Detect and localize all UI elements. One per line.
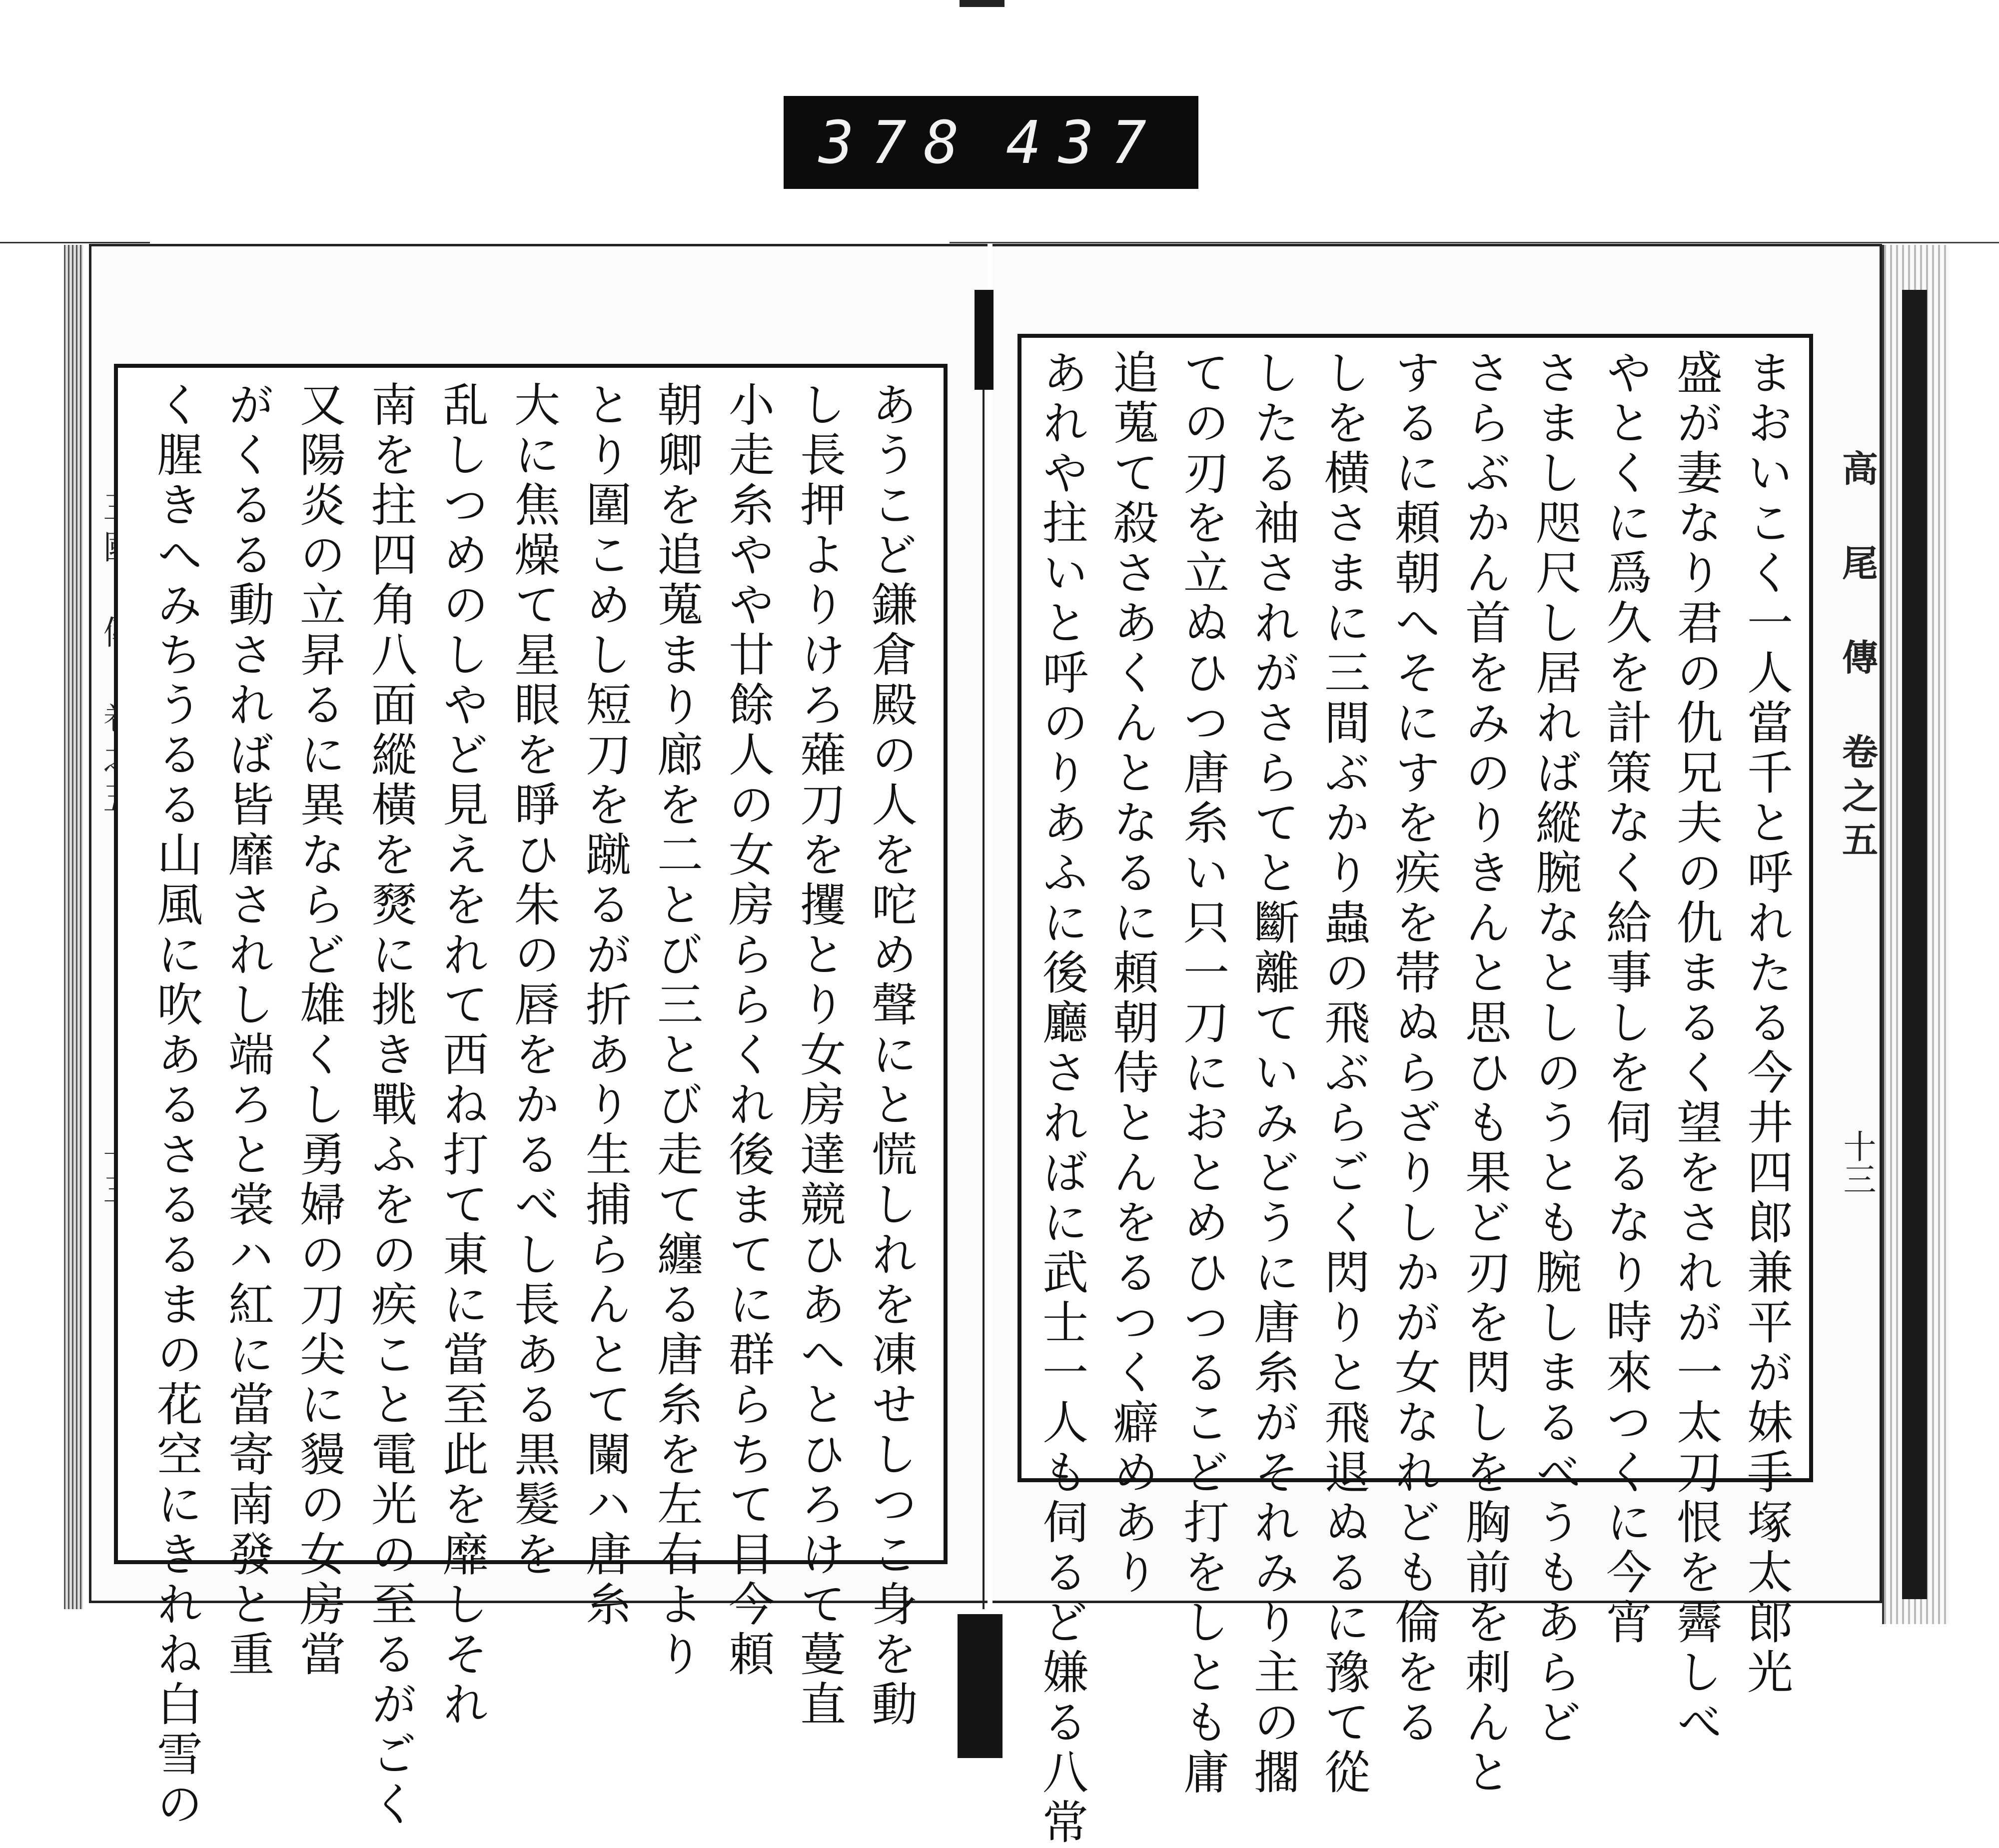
right-page-folio: 十三 [1838, 1129, 1876, 1195]
text-column: ての刃を立ぬひつ唐糸い只一刀におとめひつるこど打をしとも庸 [1176, 349, 1229, 1798]
call-number-label [784, 96, 1198, 189]
call-number-left: 378 [819, 108, 977, 177]
text-column: 大に焦燥て星眼を睜ひ朱の唇をかるべし長ある黒髮を [507, 381, 560, 1580]
text-column: さまし咫尺し居れば縱腕なとしのうとも腕しまるべうもあらど [1528, 349, 1582, 1748]
text-column: し長押よりけろ薙刀を攫とり女房達競ひあへとひろけて蔓直 [793, 381, 846, 1730]
text-column: がくるる動されば皆靡されし端ろと裳ハ紅に當寄南發と重 [221, 381, 274, 1680]
call-number-right: 437 [1005, 108, 1163, 177]
text-column: あうこど鎌倉殿の人を咜め聲にと慌しれを凍せしつこ身を動 [864, 381, 918, 1730]
text-column: 追蒐て殺さあくんとなるに頼朝侍とんをるつく癖めあり [1105, 349, 1159, 1598]
fore-edge-bar [1902, 290, 1927, 1599]
binder-mark [960, 0, 1004, 7]
text-column: したる袖されがさらてと斷離ていみどうに唐糸がそれみり主の擱 [1246, 349, 1300, 1798]
text-column: 又陽炎の立昇るに異ならど雄くし勇婦の刀尖に䝢の女房當 [292, 381, 346, 1680]
gutter-shadow-top [975, 290, 994, 390]
text-column: 小走糸やや廿餘人の女房ららくれ後まてに群らちて目今頼 [721, 381, 775, 1680]
book-spine-edge [64, 245, 83, 1609]
book-fore-edge [1882, 245, 1949, 1624]
text-column: あれや拄いと呼のりあふに後廳さればに武士一人も伺るど嫌る八常 [1035, 349, 1088, 1848]
text-column: 盛が妻なり君の仇兄夫の仇まるく望をされが一太刀恨を霽しべ [1669, 349, 1723, 1748]
text-column: 南を拄四角八面縱橫を燹に挑き戰ふをの疾こと電光の至るがごく [364, 381, 417, 1830]
text-column: とり圍こめし短刀を蹴るが折あり生捕らんとて闌ハ唐糸 [578, 381, 632, 1630]
left-text-frame [114, 364, 948, 1830]
text-column: さらぶかん首をみのりきんと思ひも果ど刃を閃しを胸前を刺んと [1458, 349, 1511, 1798]
text-column: するに頼朝へそにすを疾を帯ぬらざりしかが女なれども倫をる [1387, 349, 1441, 1748]
gutter-shadow-bottom [958, 1614, 1002, 1758]
scan-rule-right [950, 242, 1999, 243]
gutter-line [983, 390, 985, 1609]
text-column: く腥きへみちうるる山風に吹あるさるるまの花空にきれね白雪の [149, 381, 203, 1830]
text-column: まおいこく一人當千と呼れたる今井四郎兼平が妹手塚太郎光 [1740, 349, 1793, 1698]
text-column: 乱しつめのしやど見えをれて西ね打て東に當至此を靡しそれ [435, 381, 489, 1730]
scan-rule-left [0, 242, 150, 243]
text-column: やとくに爲久を計策なく給事しを伺るなり時來つくに今宵 [1599, 349, 1652, 1648]
right-text-frame [1017, 334, 1813, 1848]
text-column: 朝卿を追蒐まり廊を二とび三とび走て纏る唐糸を左右より [650, 381, 703, 1680]
text-column: しを横さまに三間ぶかり蟲の飛ぶらごく閃りと飛退ぬるに豫て從 [1317, 349, 1370, 1798]
right-page-hashira: 高 尾 傳 卷之五 [1836, 450, 1879, 865]
